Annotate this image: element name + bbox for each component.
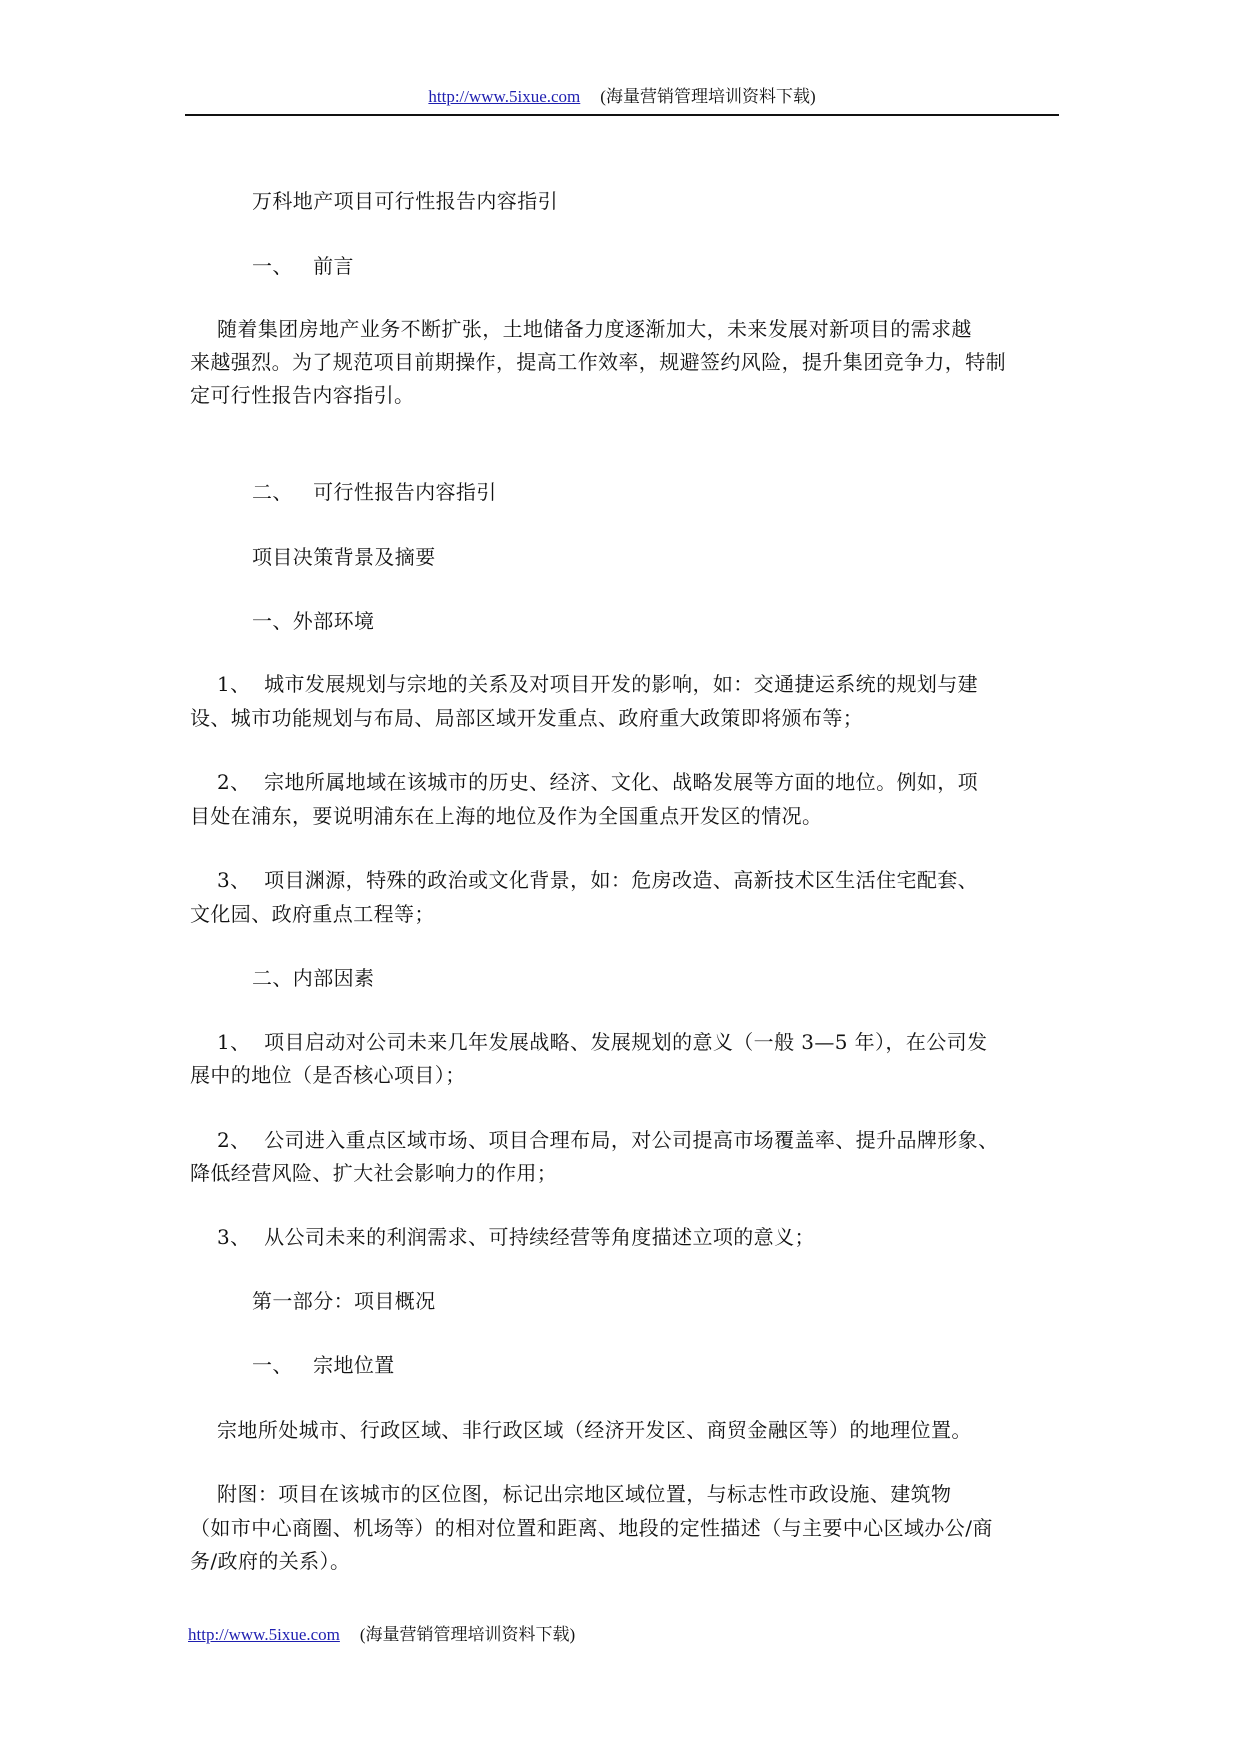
- header-note: (海量营销管理培训资料下载): [600, 87, 816, 106]
- header-rule: [185, 114, 1059, 116]
- list-item-external-2-cont: 目处在浦东，要说明浦东在上海的地位及作为全国重点开发区的情况。: [190, 804, 823, 828]
- paragraph-foreword-line: 定可行性报告内容指引。: [190, 383, 415, 407]
- footer-url-link[interactable]: http://www.5ixue.com: [188, 1625, 340, 1644]
- subheading-decision-background: 项目决策背景及摘要: [252, 545, 436, 569]
- list-item-internal-1: 1、 项目启动对公司未来几年发展战略、发展规划的意义（一般 3—5 年），在公司发: [190, 1030, 988, 1054]
- page-footer: [188, 1624, 575, 1646]
- paragraph-attachment-line: 附图：项目在该城市的区位图，标记出宗地区域位置，与标志性市政设施、建筑物: [190, 1482, 952, 1506]
- footer-note: (海量营销管理培训资料下载): [359, 1625, 576, 1644]
- list-item-internal-2-cont: 降低经营风险、扩大社会影响力的作用；: [190, 1161, 558, 1185]
- list-item-external-2: 2、 宗地所属地域在该城市的历史、经济、文化、战略发展等方面的地位。例如，项: [190, 770, 979, 794]
- section-heading-guideline: 二、 可行性报告内容指引: [252, 480, 497, 504]
- part-heading-project-overview: 第一部分：项目概况: [252, 1289, 436, 1313]
- list-item-internal-3: 3、 从公司未来的利润需求、可持续经营等角度描述立项的意义；: [190, 1225, 815, 1249]
- paragraph-foreword-line: 随着集团房地产业务不断扩张，土地储备力度逐渐加大，未来发展对新项目的需求越: [190, 317, 972, 341]
- list-item-internal-1-cont: 展中的地位（是否核心项目）；: [190, 1063, 466, 1087]
- document-title: 万科地产项目可行性报告内容指引: [252, 189, 558, 213]
- list-item-external-3: 3、 项目渊源，特殊的政治或文化背景，如：危房改造、高新技术区生活住宅配套、: [190, 868, 979, 892]
- paragraph-foreword-line: 来越强烈。为了规范项目前期操作，提高工作效率，规避签约风险，提升集团竞争力，特制: [190, 350, 1006, 374]
- list-item-external-1-cont: 设、城市功能规划与布局、局部区域开发重点、政府重大政策即将颁布等；: [190, 706, 864, 730]
- header-url-link[interactable]: http://www.5ixue.com: [428, 87, 581, 106]
- section-heading-site-location: 一、 宗地位置: [252, 1353, 395, 1377]
- section-heading-foreword: 一、 前言: [252, 254, 354, 278]
- page-header: [185, 86, 1059, 108]
- list-item-internal-2: 2、 公司进入重点区域市场、项目合理布局，对公司提高市场覆盖率、提升品牌形象、: [190, 1128, 999, 1152]
- list-item-external-3-cont: 文化园、政府重点工程等；: [190, 902, 435, 926]
- list-item-external-1: 1、 城市发展规划与宗地的关系及对项目开发的影响，如：交通捷运系统的规划与建: [190, 672, 979, 696]
- paragraph-site-location: 宗地所处城市、行政区域、非行政区域（经济开发区、商贸金融区等）的地理位置。: [190, 1418, 972, 1442]
- subheading-internal-factors: 二、内部因素: [252, 966, 375, 990]
- paragraph-attachment-line: （如市中心商圈、机场等）的相对位置和距离、地段的定性描述（与主要中心区域办公/商: [190, 1516, 993, 1540]
- subheading-external-environment: 一、外部环境: [252, 609, 375, 633]
- paragraph-attachment-line: 务/政府的关系）。: [190, 1549, 351, 1573]
